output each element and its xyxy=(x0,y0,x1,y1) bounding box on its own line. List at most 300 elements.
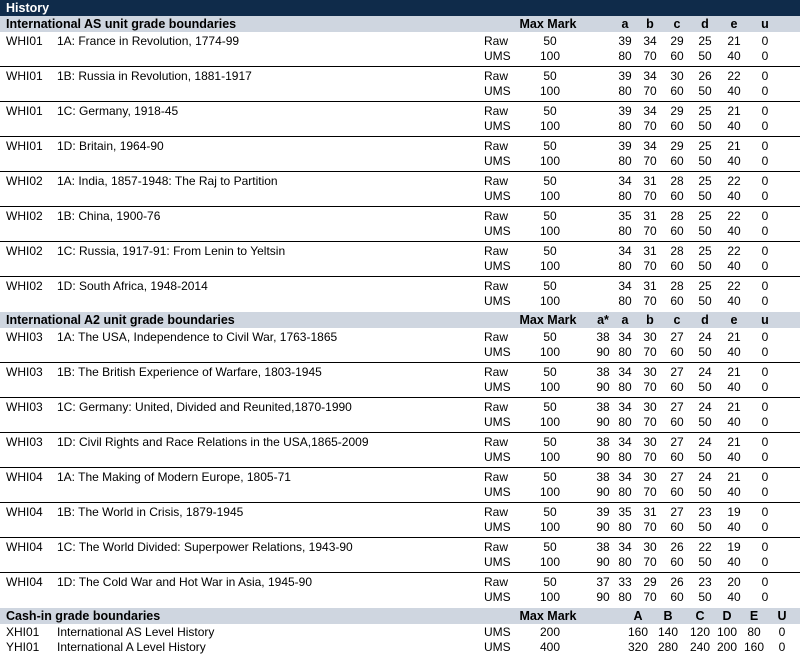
unit-title: 1D: The Cold War and Hot War in Asia, 1945-90 xyxy=(57,575,313,589)
unit-code: WHI02 xyxy=(6,244,43,258)
ums-grade-c: 60 xyxy=(670,259,684,273)
raw-grade-c: 29 xyxy=(670,34,684,48)
raw-max-mark: 50 xyxy=(543,505,557,519)
raw-grade-d: 26 xyxy=(698,69,712,83)
ums-grade-a: 80 xyxy=(618,189,632,203)
cash-in-row xyxy=(0,640,800,655)
as-unit-row xyxy=(0,207,800,241)
unit-title: 1D: South Africa, 1948-2014 xyxy=(57,279,208,293)
raw-grade-d: 24 xyxy=(698,365,712,379)
ums-grade-a: 80 xyxy=(618,415,632,429)
a2-section-header xyxy=(0,312,800,328)
raw-grade-c: 26 xyxy=(670,540,684,554)
raw-grade-c: 29 xyxy=(670,104,684,118)
ums-row-label: UMS xyxy=(484,625,511,639)
unit-code: WHI04 xyxy=(6,540,43,554)
cash-in-section-heading: Cash-in grade boundaries xyxy=(6,609,161,623)
raw-grade-a: 34 xyxy=(618,470,632,484)
ums-grade-b: 70 xyxy=(643,415,657,429)
ums-max-mark: 100 xyxy=(539,450,561,464)
raw-grade-u: 0 xyxy=(761,540,769,554)
unit-title: 1A: India, 1857-1948: The Raj to Partition xyxy=(57,174,278,188)
ums-grade-a: 80 xyxy=(618,520,632,534)
cash-in-grade-value: 0 xyxy=(778,640,786,654)
raw-row-label: Raw xyxy=(484,244,509,258)
raw-max-mark: 50 xyxy=(543,330,557,344)
ums-grade-d: 50 xyxy=(698,415,712,429)
ums-grade-c: 60 xyxy=(670,224,684,238)
ums-max-mark: 100 xyxy=(539,520,561,534)
raw-row-label: Raw xyxy=(484,505,509,519)
raw-grade-astar: 38 xyxy=(596,540,610,554)
ums-grade-b: 70 xyxy=(643,259,657,273)
raw-max-mark: 50 xyxy=(543,34,557,48)
raw-grade-d: 25 xyxy=(698,139,712,153)
ums-grade-b: 70 xyxy=(643,590,657,604)
as-unit-row xyxy=(0,277,800,311)
ums-row-label: UMS xyxy=(484,590,511,604)
ums-max-mark: 100 xyxy=(539,485,561,499)
raw-grade-astar: 39 xyxy=(596,505,610,519)
ums-grade-e: 40 xyxy=(727,224,741,238)
ums-grade-u: 0 xyxy=(761,259,769,273)
ums-grade-a: 80 xyxy=(618,84,632,98)
raw-grade-d: 25 xyxy=(698,104,712,118)
ums-row-label: UMS xyxy=(484,640,511,654)
raw-grade-e: 21 xyxy=(727,104,741,118)
raw-grade-a: 39 xyxy=(618,139,632,153)
unit-title: 1B: China, 1900-76 xyxy=(57,209,161,223)
max-mark: 400 xyxy=(539,640,561,654)
ums-grade-c: 60 xyxy=(670,555,684,569)
ums-grade-c: 60 xyxy=(670,119,684,133)
ums-max-mark: 100 xyxy=(539,189,561,203)
qualification-title: International A Level History xyxy=(57,640,206,654)
ums-row-label: UMS xyxy=(484,224,511,238)
raw-grade-a: 33 xyxy=(618,575,632,589)
ums-grade-b: 70 xyxy=(643,520,657,534)
cash-in-grade-value: 120 xyxy=(689,625,711,639)
cash-in-section-header xyxy=(0,608,800,624)
raw-row-label: Raw xyxy=(484,104,509,118)
raw-grade-e: 21 xyxy=(727,400,741,414)
ums-grade-a: 80 xyxy=(618,380,632,394)
ums-grade-u: 0 xyxy=(761,224,769,238)
ums-grade-e: 40 xyxy=(727,49,741,63)
a2-unit-row xyxy=(0,328,800,362)
unit-title: 1C: The World Divided: Superpower Relations, 1943-90 xyxy=(57,540,353,554)
raw-grade-b: 34 xyxy=(643,104,657,118)
raw-max-mark: 50 xyxy=(543,279,557,293)
ums-grade-d: 50 xyxy=(698,590,712,604)
ums-grade-e: 40 xyxy=(727,345,741,359)
raw-grade-b: 31 xyxy=(643,209,657,223)
raw-row-label: Raw xyxy=(484,279,509,293)
raw-grade-e: 21 xyxy=(727,34,741,48)
as-unit-row xyxy=(0,102,800,136)
unit-title: 1C: Germany, 1918-45 xyxy=(57,104,179,118)
ums-grade-astar: 90 xyxy=(596,555,610,569)
ums-grade-e: 40 xyxy=(727,154,741,168)
ums-max-mark: 100 xyxy=(539,84,561,98)
raw-grade-d: 25 xyxy=(698,244,712,258)
raw-grade-u: 0 xyxy=(761,365,769,379)
ums-max-mark: 100 xyxy=(539,49,561,63)
raw-grade-u: 0 xyxy=(761,400,769,414)
ums-grade-e: 40 xyxy=(727,520,741,534)
ums-grade-u: 0 xyxy=(761,555,769,569)
ums-max-mark: 100 xyxy=(539,259,561,273)
ums-grade-u: 0 xyxy=(761,450,769,464)
a2-unit-row xyxy=(0,468,800,502)
raw-grade-b: 34 xyxy=(643,69,657,83)
raw-grade-c: 28 xyxy=(670,279,684,293)
as-unit-row xyxy=(0,137,800,171)
unit-code: WHI03 xyxy=(6,365,43,379)
ums-grade-d: 50 xyxy=(698,189,712,203)
unit-code: WHI03 xyxy=(6,435,43,449)
ums-grade-e: 40 xyxy=(727,450,741,464)
raw-grade-a: 34 xyxy=(618,365,632,379)
ums-grade-d: 50 xyxy=(698,294,712,308)
ums-grade-e: 40 xyxy=(727,84,741,98)
raw-grade-c: 29 xyxy=(670,139,684,153)
raw-row-label: Raw xyxy=(484,174,509,188)
unit-title: 1B: The British Experience of Warfare, 1803-1945 xyxy=(57,365,322,379)
ums-grade-a: 80 xyxy=(618,154,632,168)
ums-grade-u: 0 xyxy=(761,590,769,604)
raw-grade-astar: 38 xyxy=(596,435,610,449)
unit-title: 1A: The USA, Independence to Civil War, 1763-1865 xyxy=(57,330,338,344)
ums-grade-d: 50 xyxy=(698,450,712,464)
ums-row-label: UMS xyxy=(484,49,511,63)
raw-grade-u: 0 xyxy=(761,505,769,519)
as-grade-header-d: d xyxy=(701,17,709,31)
raw-max-mark: 50 xyxy=(543,69,557,83)
page-title: History xyxy=(0,0,800,16)
as-unit-row xyxy=(0,67,800,101)
raw-grade-c: 30 xyxy=(670,69,684,83)
ums-grade-d: 50 xyxy=(698,345,712,359)
cash-in-grade-value: 320 xyxy=(627,640,649,654)
ums-grade-u: 0 xyxy=(761,154,769,168)
raw-grade-u: 0 xyxy=(761,575,769,589)
ums-max-mark: 100 xyxy=(539,590,561,604)
a2-section-heading: International A2 unit grade boundaries xyxy=(6,313,235,327)
ums-grade-b: 70 xyxy=(643,119,657,133)
unit-title: 1C: Russia, 1917-91: From Lenin to Yeltsin xyxy=(57,244,286,258)
cash-in-grade-value: 160 xyxy=(743,640,765,654)
raw-grade-d: 23 xyxy=(698,505,712,519)
ums-grade-e: 40 xyxy=(727,415,741,429)
unit-title: 1B: Russia in Revolution, 1881-1917 xyxy=(57,69,252,83)
a2-grade-header-astar: a* xyxy=(597,313,609,327)
ums-grade-e: 40 xyxy=(727,485,741,499)
unit-code: WHI04 xyxy=(6,470,43,484)
raw-max-mark: 50 xyxy=(543,435,557,449)
raw-grade-b: 30 xyxy=(643,435,657,449)
cash-in-row xyxy=(0,625,800,640)
raw-grade-e: 19 xyxy=(727,505,741,519)
ums-grade-c: 60 xyxy=(670,345,684,359)
raw-grade-b: 30 xyxy=(643,540,657,554)
raw-grade-u: 0 xyxy=(761,279,769,293)
as-unit-row xyxy=(0,172,800,206)
raw-max-mark: 50 xyxy=(543,209,557,223)
as-section-heading: International AS unit grade boundaries xyxy=(6,17,237,31)
cash-in-grade-value: 200 xyxy=(716,640,738,654)
ums-row-label: UMS xyxy=(484,450,511,464)
as-grade-header-a: a xyxy=(621,17,629,31)
ums-grade-a: 80 xyxy=(618,485,632,499)
raw-grade-e: 22 xyxy=(727,244,741,258)
raw-grade-c: 28 xyxy=(670,174,684,188)
raw-grade-b: 31 xyxy=(643,279,657,293)
unit-code: WHI03 xyxy=(6,330,43,344)
unit-code: WHI03 xyxy=(6,400,43,414)
qualification-code: YHI01 xyxy=(6,640,40,654)
raw-grade-a: 35 xyxy=(618,209,632,223)
ums-grade-a: 80 xyxy=(618,294,632,308)
ums-grade-d: 50 xyxy=(698,84,712,98)
raw-max-mark: 50 xyxy=(543,104,557,118)
cash-in-grade-header-D: D xyxy=(722,609,732,623)
ums-max-mark: 100 xyxy=(539,555,561,569)
raw-grade-d: 24 xyxy=(698,435,712,449)
raw-grade-b: 29 xyxy=(643,575,657,589)
raw-grade-e: 22 xyxy=(727,209,741,223)
ums-grade-u: 0 xyxy=(761,189,769,203)
ums-grade-b: 70 xyxy=(643,555,657,569)
ums-grade-d: 50 xyxy=(698,485,712,499)
ums-grade-u: 0 xyxy=(761,294,769,308)
raw-max-mark: 50 xyxy=(543,174,557,188)
ums-grade-c: 60 xyxy=(670,415,684,429)
raw-grade-e: 21 xyxy=(727,435,741,449)
raw-grade-a: 34 xyxy=(618,279,632,293)
raw-grade-u: 0 xyxy=(761,209,769,223)
ums-grade-d: 50 xyxy=(698,555,712,569)
raw-grade-a: 39 xyxy=(618,34,632,48)
raw-grade-d: 24 xyxy=(698,470,712,484)
raw-grade-astar: 38 xyxy=(596,365,610,379)
ums-row-label: UMS xyxy=(484,189,511,203)
a2-grade-header-a: a xyxy=(621,313,629,327)
a2-unit-row xyxy=(0,538,800,572)
ums-grade-astar: 90 xyxy=(596,380,610,394)
ums-grade-e: 40 xyxy=(727,590,741,604)
ums-grade-u: 0 xyxy=(761,485,769,499)
a2-unit-row xyxy=(0,363,800,397)
ums-row-label: UMS xyxy=(484,485,511,499)
ums-grade-a: 80 xyxy=(618,49,632,63)
raw-grade-c: 28 xyxy=(670,209,684,223)
ums-grade-c: 60 xyxy=(670,294,684,308)
ums-row-label: UMS xyxy=(484,119,511,133)
ums-grade-a: 80 xyxy=(618,345,632,359)
raw-grade-c: 27 xyxy=(670,505,684,519)
unit-code: WHI04 xyxy=(6,505,43,519)
raw-grade-d: 25 xyxy=(698,174,712,188)
unit-code: WHI02 xyxy=(6,279,43,293)
as-max-mark-header: Max Mark xyxy=(519,17,577,31)
unit-code: WHI01 xyxy=(6,69,43,83)
ums-grade-e: 40 xyxy=(727,380,741,394)
raw-grade-astar: 38 xyxy=(596,470,610,484)
raw-grade-b: 31 xyxy=(643,174,657,188)
raw-grade-b: 34 xyxy=(643,34,657,48)
ums-grade-astar: 90 xyxy=(596,450,610,464)
raw-grade-u: 0 xyxy=(761,104,769,118)
raw-grade-c: 27 xyxy=(670,435,684,449)
ums-row-label: UMS xyxy=(484,520,511,534)
raw-grade-b: 31 xyxy=(643,244,657,258)
ums-grade-astar: 90 xyxy=(596,485,610,499)
ums-max-mark: 100 xyxy=(539,154,561,168)
raw-grade-a: 39 xyxy=(618,104,632,118)
ums-row-label: UMS xyxy=(484,380,511,394)
cash-in-grade-value: 240 xyxy=(689,640,711,654)
ums-grade-a: 80 xyxy=(618,450,632,464)
raw-grade-b: 30 xyxy=(643,365,657,379)
ums-grade-b: 70 xyxy=(643,189,657,203)
ums-grade-u: 0 xyxy=(761,49,769,63)
unit-title: 1B: The World in Crisis, 1879-1945 xyxy=(57,505,244,519)
raw-grade-d: 25 xyxy=(698,209,712,223)
ums-grade-b: 70 xyxy=(643,224,657,238)
as-grade-header-e: e xyxy=(730,17,738,31)
raw-row-label: Raw xyxy=(484,330,509,344)
raw-grade-a: 34 xyxy=(618,540,632,554)
raw-grade-e: 22 xyxy=(727,174,741,188)
raw-grade-b: 30 xyxy=(643,470,657,484)
max-mark: 200 xyxy=(539,625,561,639)
raw-grade-c: 27 xyxy=(670,470,684,484)
unit-code: WHI01 xyxy=(6,34,43,48)
raw-grade-e: 19 xyxy=(727,540,741,554)
raw-grade-b: 34 xyxy=(643,139,657,153)
raw-max-mark: 50 xyxy=(543,470,557,484)
ums-grade-c: 60 xyxy=(670,49,684,63)
ums-row-label: UMS xyxy=(484,415,511,429)
raw-grade-u: 0 xyxy=(761,139,769,153)
raw-grade-u: 0 xyxy=(761,244,769,258)
as-grade-header-b: b xyxy=(646,17,654,31)
raw-grade-e: 22 xyxy=(727,69,741,83)
cash-in-max-mark-header: Max Mark xyxy=(519,609,577,623)
ums-row-label: UMS xyxy=(484,294,511,308)
cash-in-grade-value: 160 xyxy=(627,625,649,639)
unit-code: WHI02 xyxy=(6,174,43,188)
raw-grade-a: 34 xyxy=(618,174,632,188)
unit-code: WHI04 xyxy=(6,575,43,589)
cash-in-grade-value: 280 xyxy=(657,640,679,654)
ums-grade-e: 40 xyxy=(727,294,741,308)
unit-title: 1A: The Making of Modern Europe, 1805-71 xyxy=(57,470,291,484)
raw-row-label: Raw xyxy=(484,69,509,83)
raw-grade-u: 0 xyxy=(761,69,769,83)
raw-grade-astar: 38 xyxy=(596,330,610,344)
raw-grade-d: 23 xyxy=(698,575,712,589)
raw-grade-d: 24 xyxy=(698,400,712,414)
ums-grade-a: 80 xyxy=(618,224,632,238)
ums-grade-c: 60 xyxy=(670,520,684,534)
cash-in-grade-header-U: U xyxy=(777,609,787,623)
unit-code: WHI02 xyxy=(6,209,43,223)
ums-grade-b: 70 xyxy=(643,294,657,308)
raw-row-label: Raw xyxy=(484,34,509,48)
ums-grade-a: 80 xyxy=(618,590,632,604)
cash-in-grade-header-C: C xyxy=(695,609,705,623)
ums-max-mark: 100 xyxy=(539,119,561,133)
raw-max-mark: 50 xyxy=(543,575,557,589)
raw-grade-u: 0 xyxy=(761,34,769,48)
ums-row-label: UMS xyxy=(484,154,511,168)
raw-max-mark: 50 xyxy=(543,400,557,414)
ums-grade-b: 70 xyxy=(643,485,657,499)
ums-grade-c: 60 xyxy=(670,84,684,98)
raw-grade-a: 34 xyxy=(618,435,632,449)
ums-grade-c: 60 xyxy=(670,450,684,464)
raw-grade-c: 27 xyxy=(670,400,684,414)
raw-grade-a: 34 xyxy=(618,400,632,414)
ums-grade-d: 50 xyxy=(698,154,712,168)
qualification-title: International AS Level History xyxy=(57,625,215,639)
ums-grade-e: 40 xyxy=(727,119,741,133)
raw-grade-d: 24 xyxy=(698,330,712,344)
raw-max-mark: 50 xyxy=(543,139,557,153)
ums-grade-d: 50 xyxy=(698,49,712,63)
raw-grade-u: 0 xyxy=(761,435,769,449)
a2-grade-header-e: e xyxy=(730,313,738,327)
cash-in-grade-value: 0 xyxy=(778,625,786,639)
ums-grade-b: 70 xyxy=(643,49,657,63)
ums-grade-a: 80 xyxy=(618,119,632,133)
raw-grade-d: 22 xyxy=(698,540,712,554)
ums-grade-d: 50 xyxy=(698,224,712,238)
ums-grade-u: 0 xyxy=(761,520,769,534)
ums-row-label: UMS xyxy=(484,84,511,98)
raw-row-label: Raw xyxy=(484,470,509,484)
ums-grade-a: 80 xyxy=(618,259,632,273)
raw-row-label: Raw xyxy=(484,435,509,449)
a2-unit-row xyxy=(0,398,800,432)
ums-grade-astar: 90 xyxy=(596,520,610,534)
ums-grade-b: 70 xyxy=(643,84,657,98)
qualification-code: XHI01 xyxy=(6,625,40,639)
a2-unit-row xyxy=(0,433,800,467)
ums-grade-e: 40 xyxy=(727,189,741,203)
raw-grade-a: 39 xyxy=(618,69,632,83)
raw-grade-b: 31 xyxy=(643,505,657,519)
ums-grade-c: 60 xyxy=(670,154,684,168)
unit-title: 1D: Britain, 1964-90 xyxy=(57,139,164,153)
ums-grade-d: 50 xyxy=(698,380,712,394)
raw-row-label: Raw xyxy=(484,540,509,554)
ums-grade-b: 70 xyxy=(643,450,657,464)
raw-grade-c: 27 xyxy=(670,330,684,344)
ums-grade-b: 70 xyxy=(643,345,657,359)
raw-grade-astar: 37 xyxy=(596,575,610,589)
ums-grade-e: 40 xyxy=(727,259,741,273)
ums-grade-u: 0 xyxy=(761,415,769,429)
raw-grade-e: 21 xyxy=(727,365,741,379)
raw-grade-e: 20 xyxy=(727,575,741,589)
raw-grade-e: 21 xyxy=(727,139,741,153)
ums-grade-u: 0 xyxy=(761,84,769,98)
raw-grade-e: 21 xyxy=(727,470,741,484)
raw-max-mark: 50 xyxy=(543,365,557,379)
